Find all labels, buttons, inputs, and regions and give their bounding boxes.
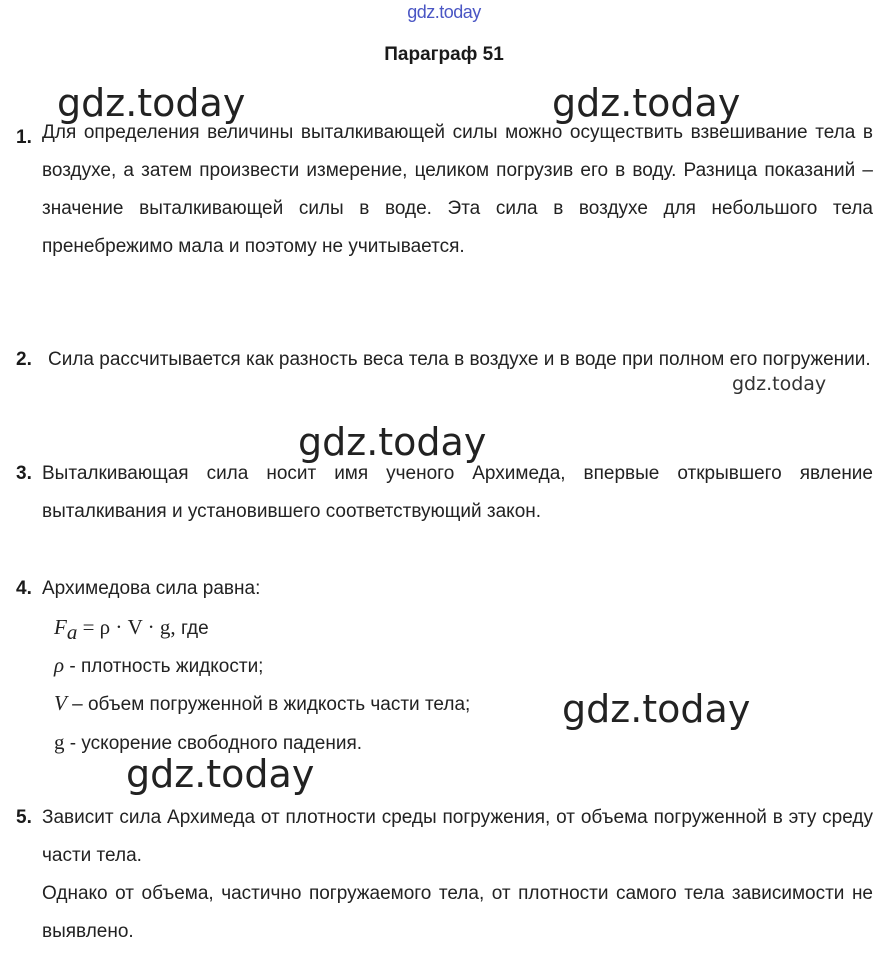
watermark-4: gdz.today xyxy=(298,420,487,464)
item-5-number: 5. xyxy=(16,807,32,828)
formula-subscript: a xyxy=(66,619,78,644)
def-density xyxy=(54,646,263,686)
item-3-number: 3. xyxy=(16,463,32,484)
def-gravity-text: - ускорение свободного падения. xyxy=(64,733,363,754)
formula-tail: где xyxy=(175,618,209,639)
watermark-1: gdz.today xyxy=(57,81,246,125)
item-5-text-2: Однако от объема, частично погружаемого тела, от плотности самого тела зависимости не выявлено. xyxy=(42,883,873,942)
watermark-5: gdz.today xyxy=(562,687,751,731)
item-4-number: 4. xyxy=(16,578,32,599)
watermark-6: gdz.today xyxy=(126,752,315,796)
formula-force-symbol: F xyxy=(54,615,67,639)
item-3-text: Выталкивающая сила носит имя ученого Архимеда, впервые открывшего явление выталкивания и установившего соответствующий закон. xyxy=(42,463,873,522)
def-density-symbol: ρ xyxy=(54,653,65,677)
item-1-text: Для определения величины выталкивающей силы можно осуществить взвешивание тела в воздухе, а затем произвести измерение, целиком погрузив его в воду. Разница показаний – значение выталкивающей силы в воде. Эта сила в воздухе для небольшого тела пренебрежимо мала и поэтому не учитывается. xyxy=(42,122,873,257)
def-gravity-symbol: g xyxy=(54,730,65,754)
item-5-text: Зависит сила Архимеда от плотности среды погружения, от объема погруженной в эту среду части тела. xyxy=(42,807,873,866)
formula-rhs: = ρ · V · g, xyxy=(77,615,176,639)
def-volume xyxy=(54,684,470,724)
watermark-2: gdz.today xyxy=(552,81,741,125)
item-2-text: Сила рассчитывается как разность веса тела в воздухе и в воде при полном его погружении. xyxy=(48,349,871,370)
top-watermark: gdz.today xyxy=(407,2,481,22)
def-volume-text: – объем погруженной в жидкость части тела; xyxy=(66,694,471,715)
def-density-text: - плотность жидкости; xyxy=(64,656,264,677)
page-title: Параграф 51 xyxy=(384,44,504,65)
def-volume-symbol: V xyxy=(54,691,67,715)
item-2-number: 2. xyxy=(16,349,32,370)
item-1-number: 1. xyxy=(16,127,32,148)
watermark-3: gdz.today xyxy=(732,373,827,395)
item-4-intro: Архимедова сила равна: xyxy=(42,578,261,599)
formula-line xyxy=(54,608,209,651)
